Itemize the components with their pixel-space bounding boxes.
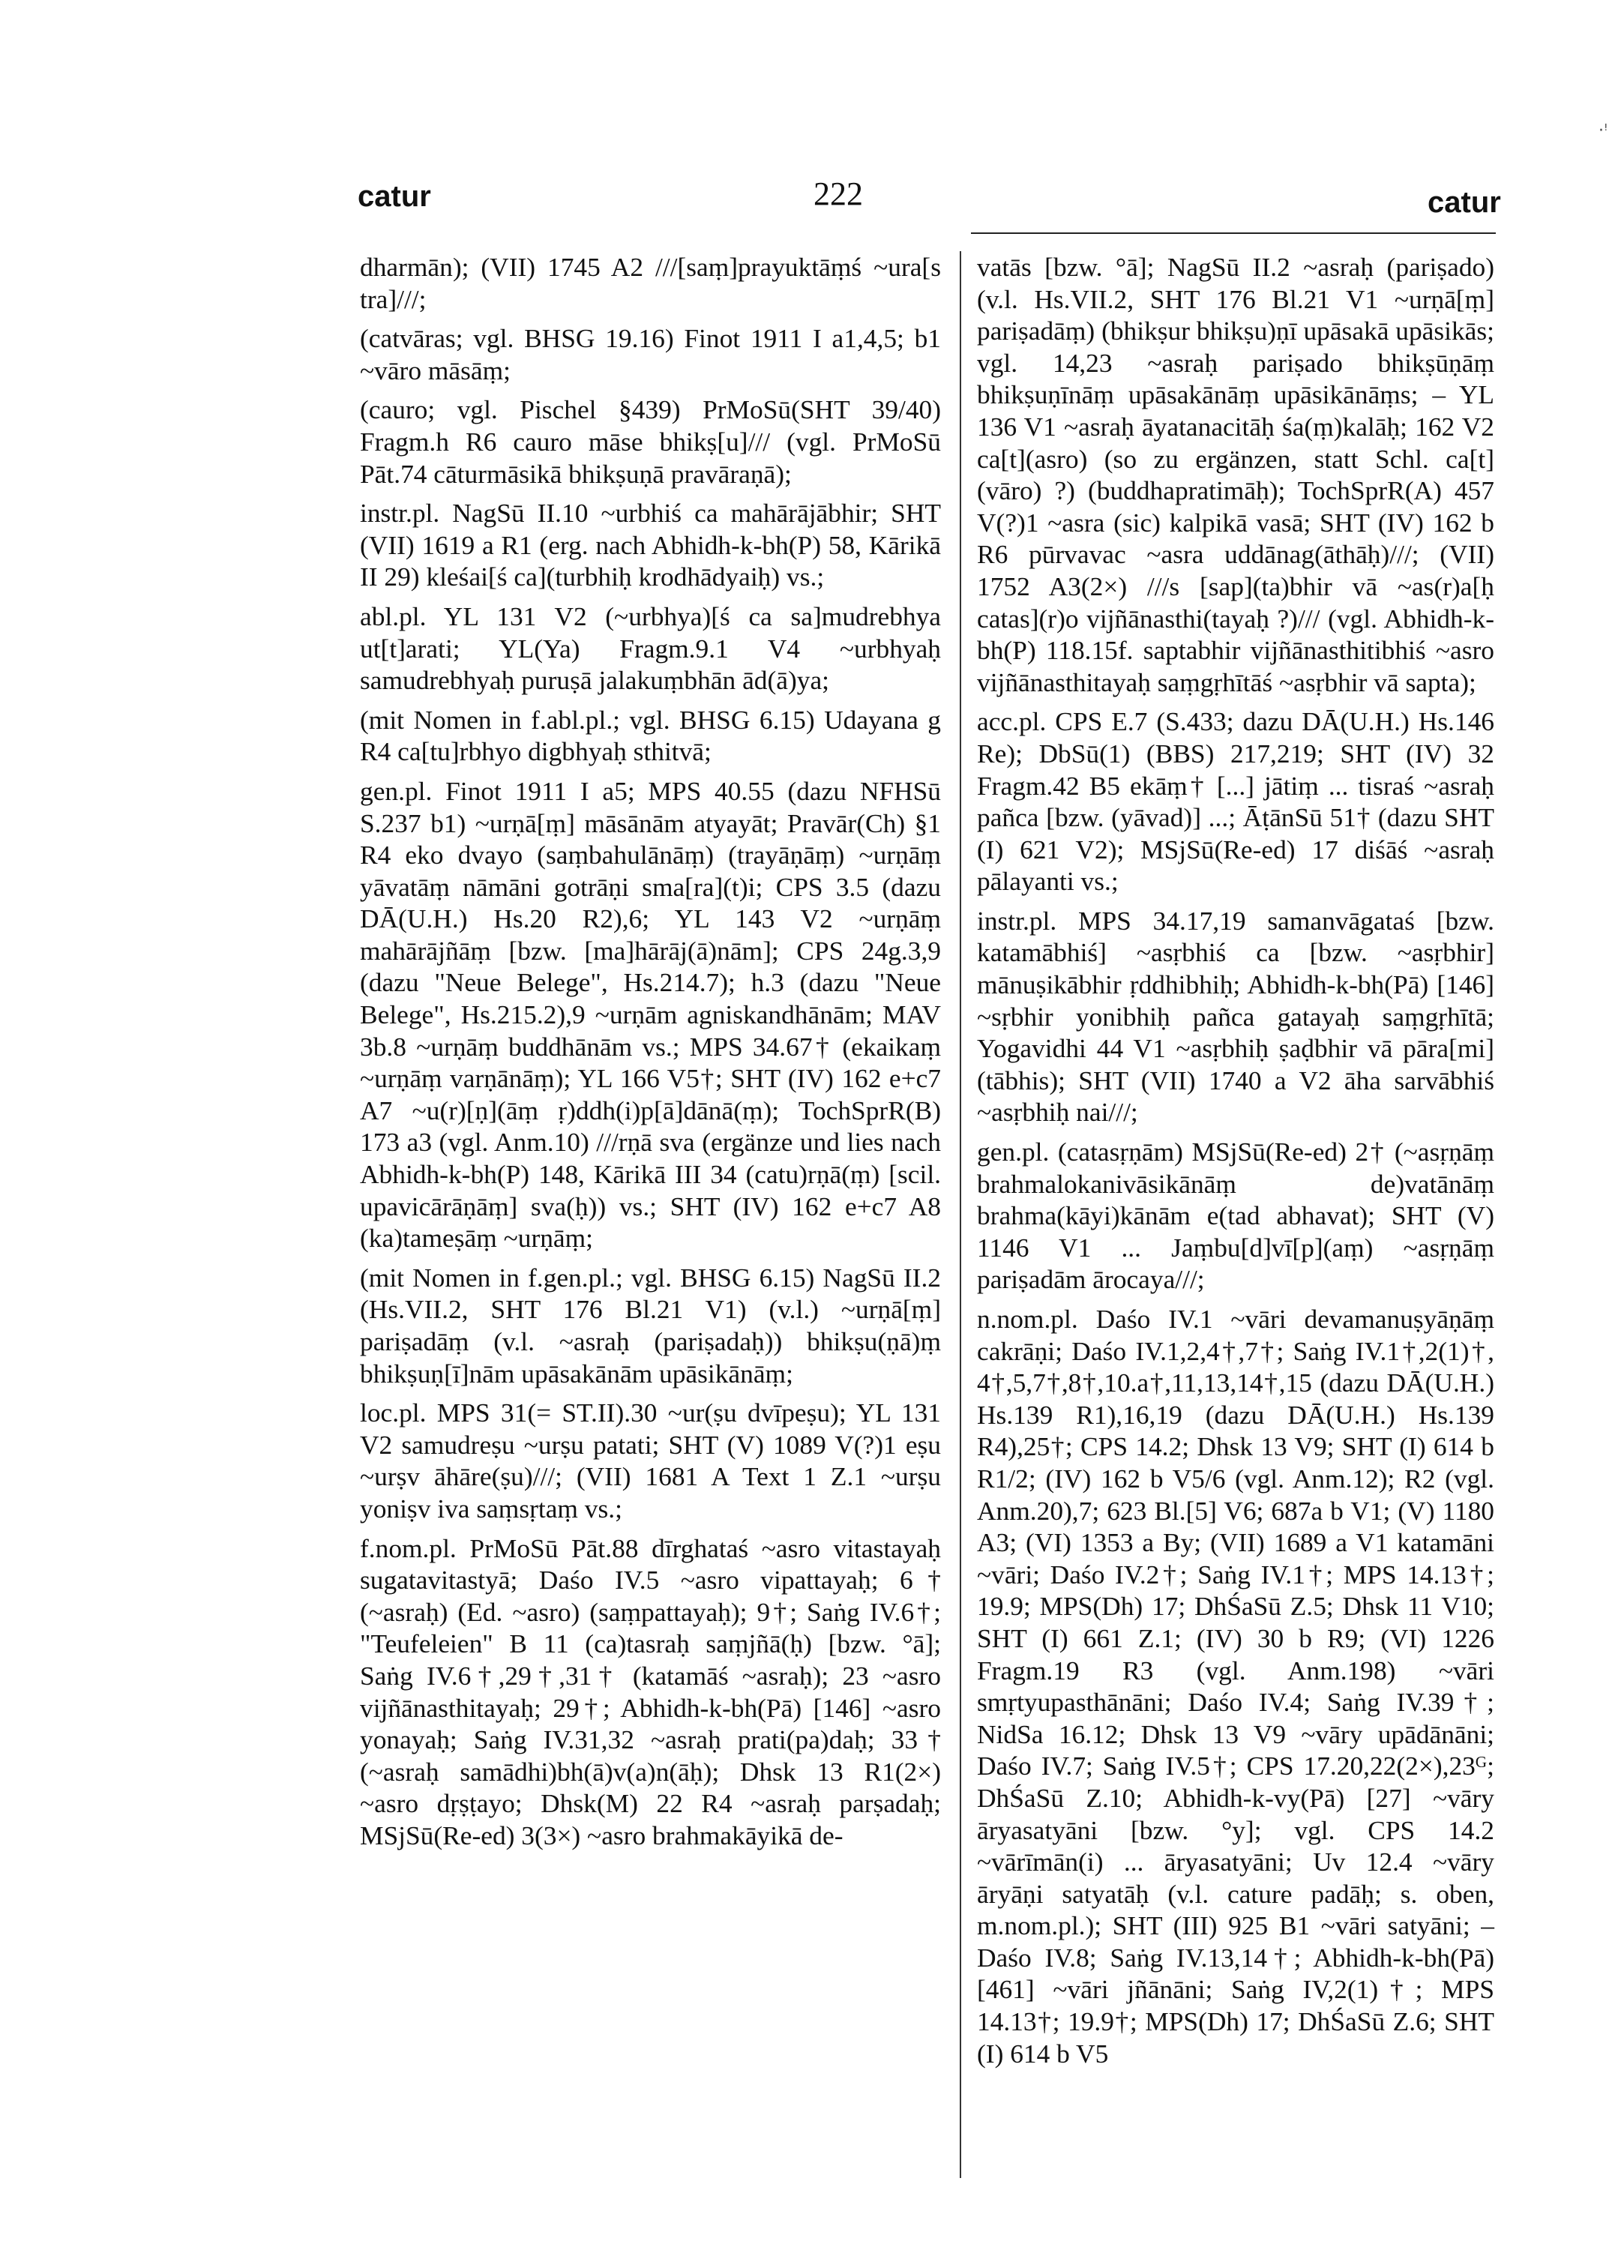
entry-paragraph: (cauro; vgl. Pischel §439) PrMoSū(SHT 39/40) Fragm.h R6 cauro māse bhikṣ[u]/// (vgl. PrMoSū Pāt.74 cāturmāsikā bhikṣuṇā pravāraṇā); <box>360 394 941 489</box>
entry-paragraph: gen.pl. (catasṛṇām) MSjSū(Re-ed) 2† (~asṛṇāṃ brahmalokanivāsikānāṃ de)vatānāṃ brahma(kāyi)kānām e(tad abhavat); SHT (V) 1146 V1 ... Jaṃbu[d]vī[p](aṃ) ~asṛṇāṃ pariṣadām ārocaya///; <box>977 1137 1494 1295</box>
header-rule <box>971 232 1496 234</box>
entry-paragraph: (mit Nomen in f.gen.pl.; vgl. BHSG 6.15) NagSū II.2 (Hs.VII.2, SHT 176 Bl.21 V1) (v.l.) ~urṇā[ṃ] pariṣadāṃ (v.l. ~asraḥ (pariṣadaḥ)) bhikṣu(ṇā)ṃ bhikṣuṇ[ī]nām upāsakānām upāsikānāṃ; <box>360 1262 941 1389</box>
entry-paragraph: (catvāras; vgl. BHSG 19.16) Finot 1911 I a1,4,5; b1 ~vāro māsāṃ; <box>360 323 941 385</box>
entry-paragraph: dharmān); (VII) 1745 A2 ///[saṃ]prayuktāṃś ~ura[s tra]///; <box>360 252 941 314</box>
running-head-left: catur <box>358 180 431 213</box>
entry-paragraph: vatās [bzw. °ā]; NagSū II.2 ~asraḥ (pariṣado) (v.l. Hs.VII.2, SHT 176 Bl.21 V1 ~urṇā[ṃ] pariṣadāṃ) (bhikṣur bhikṣu)ṇī upāsakā upāsikās; vgl. 14,23 ~asraḥ pariṣado bhikṣūṇāṃ bhikṣuṇīnāṃ upāsakānāṃ upāsikānāṃs; – YL 136 V1 ~asraḥ āyatanacitāḥ śa(ṃ)kalāḥ; 162 V2 ca[t](asro) (so zu ergänzen, statt Schl. ca[t](vāro) ?) (buddhapratimāḥ); TochSprR(A) 457 V(?)1 ~asra (sic) kalpikā vasā; SHT (IV) 162 b R6 pūrvavac ~asra uddānag(āthāḥ)///; (VII) 1752 A3(2×) ///s [sap](ta)bhir vā ~as(r)a[ḥ catas](r)o vijñānasthi(tayaḥ ?)/// (vgl. Abhidh-k-bh(P) 118.15f. saptabhir vijñānasthitibhiś ~asro vijñānasthitayaḥ saṃgṛhītāś ~asṛbhir vā sapta); <box>977 252 1494 697</box>
entry-paragraph: instr.pl. MPS 34.17,19 samanvāgataś [bzw. katamābhiś] ~asṛbhiś ca [bzw. ~asṛbhir] mānuṣikābhir ṛddhibhiḥ; Abhidh-k-bh(Pā) [146] ~sṛbhir yonibhiḥ pañca gatayaḥ saṃgṛhītā; Yogavidhi 44 V1 ~asṛbhiḥ ṣaḍbhir vā pāra[mi](tābhis); SHT (VII) 1740 a V2 āha sarvābhiś ~asṛbhiḥ nai///; <box>977 905 1494 1128</box>
left-column <box>360 251 941 1859</box>
entry-paragraph: loc.pl. MPS 31(= ST.II).30 ~ur(ṣu dvīpeṣu); YL 131 V2 samudreṣu ~urṣu patati; SHT (V) 1089 V(?)1 eṣu ~urṣv āhāre(ṣu)///; (VII) 1681 A Text 1 Z.1 ~urṣu yoniṣv iva saṃsṛtaṃ vs.; <box>360 1398 941 1523</box>
column-divider <box>960 251 961 2178</box>
entry-paragraph: n.nom.pl. Daśo IV.1 ~vāri devamanuṣyāṇāṃ cakrāṇi; Daśo IV.1,2,4†,7†; Saṅg IV.1†,2(1)†, 4†,5,7†,8†,10.a†,11,13,14†,15 (dazu DĀ(U.H.) Hs.139 R1),16,19 (dazu DĀ(U.H.) Hs.139 R4),25†; CPS 14.2; Dhsk 13 V9; SHT (I) 614 b R1/2; (IV) 162 b V5/6 (vgl. Anm.12); R2 (vgl. Anm.20),7; 623 Bl.[5] V6; 687a b V1; (V) 1180 A3; (VI) 1353 a By; (VII) 1689 a V1 katamāni ~vāri; Daśo IV.2†; Saṅg IV.1†; MPS 14.13†; 19.9; MPS(Dh) 17; DhŚaSū Z.5; Dhsk 11 V10; SHT (I) 661 Z.1; (IV) 30 b R9; (VI) 1226 Fragm.19 R3 (vgl. Anm.198) ~vāri smṛtyupasthānāni; Daśo IV.4; Saṅg IV.39†; NidSa 16.12; Dhsk 13 V9 ~vāry upādānāni; Daśo IV.7; Saṅg IV.5†; CPS 17.20,22(2×),23ᴳ; DhŚaSū Z.10; Abhidh-k-vy(Pā) [27] ~vāry āryasatyāni [bzw. °y]; vgl. CPS 14.2 ~vārīmān(i) ... āryasatyāni; Uv 12.4 ~vāry āryāṇi satyatāḥ (v.l. cature padāḥ; s. oben, m.nom.pl.); SHT (III) 925 B1 ~vāri satyāni; – Daśo IV.8; Saṅg IV.13,14†; Abhidh-k-bh(Pā) [461] ~vāri jñānāni; Saṅg IV,2(1)†; MPS 14.13†; 19.9†; MPS(Dh) 17; DhŚaSū Z.6; SHT (I) 614 b V5 <box>977 1304 1494 2069</box>
page-number: 222 <box>813 175 863 212</box>
entry-paragraph: f.nom.pl. PrMoSū Pāt.88 dīrghataś ~asro vitastayaḥ sugatavitastyā; Daśo IV.5 ~asro vipattayaḥ; 6† (~asraḥ) (Ed. ~asro) (saṃpattayaḥ); 9†; Saṅg IV.6†; "Teufeleien" B 11 (ca)tasraḥ saṃjñā(ḥ) [bzw. °ā]; Saṅg IV.6†,29†,31† (katamāś ~asraḥ); 23 ~asro vijñānasthitayaḥ; 29†; Abhidh-k-bh(Pā) [146] ~asro yonayaḥ; Saṅg IV.31,32 ~asraḥ prati(pa)daḥ; 33† (~asraḥ samādhi)bh(ā)v(a)n(āḥ); Dhsk 13 R1(2×) ~asro dṛṣṭayo; Dhsk(M) 22 R4 ~asraḥ parṣadaḥ; MSjSū(Re-ed) 3(3×) ~asro brahmakāyikā de- <box>360 1532 941 1850</box>
entry-paragraph: acc.pl. CPS E.7 (S.433; dazu DĀ(U.H.) Hs.146 Re); DbSū(1) (BBS) 217,219; SHT (IV) 32 Fragm.42 B5 ekāṃ† [...] jātiṃ ... tisraś ~asraḥ pañca [bzw. (yāvad)] ...; ĀṭānSū 51† (dazu SHT (I) 621 V2); MSjSū(Re-ed) 17 diśāś ~asraḥ pālayanti vs.; <box>977 706 1494 897</box>
entry-paragraph: instr.pl. NagSū II.10 ~urbhiś ca mahārājābhir; SHT (VII) 1619 a R1 (erg. nach Abhidh-k-bh(P) 58, Kārikā II 29) kleśai[ś ca](turbhiḥ krodhādyaiḥ) vs.; <box>360 498 941 592</box>
entry-paragraph: abl.pl. YL 131 V2 (~urbhya)[ś ca sa]mudrebhya ut[t]arati; YL(Ya) Fragm.9.1 V4 ~urbhyaḥ samudrebhyaḥ puruṣā jalakuṃbhān ād(ā)ya; <box>360 601 941 696</box>
corner-mark: ·ꜝ <box>1599 121 1608 140</box>
right-column <box>977 251 1494 2077</box>
running-head-right: catur <box>1428 186 1501 219</box>
entry-paragraph: (mit Nomen in f.abl.pl.; vgl. BHSG 6.15) Udayana g R4 ca[tu]rbhyo digbhyaḥ sthitvā; <box>360 704 941 767</box>
entry-paragraph: gen.pl. Finot 1911 I a5; MPS 40.55 (dazu NFHSū S.237 b1) ~urṇā[ṃ] māsānām atyayāt; Pravār(Ch) §1 R4 eko dvayo (saṃbahulānāṃ) (trayāṇāṃ) ~urṇāṃ yāvatāṃ nāmāni gotrāṇi sma[ra](t)i; CPS 3.5 (dazu DĀ(U.H.) Hs.20 R2),6; YL 143 V2 ~urṇāṃ mahārājñāṃ [bzw. [ma]hārāj(ā)nām]; CPS 24g.3,9 (dazu "Neue Belege", Hs.214.7); h.3 (dazu "Neue Belege", Hs.215.2),9 ~urṇām agniskandhānām; MAV 3b.8 ~urṇāṃ buddhānām vs.; MPS 34.67† (ekaikaṃ ~urṇāṃ varṇānāṃ); YL 166 V5†; SHT (IV) 162 e+c7 A7 ~u(r)[ṇ](āṃ ṛ)ddh(i)p[ā]dānā(ṃ); TochSprR(B) 173 a3 (vgl. Anm.10) ///rṇā sva (ergänze und lies nach Abhidh-k-bh(P) 148, Kārikā III 34 (catu)rṇā(ṃ) [scil. upavicārāṇāṃ] sva(ḥ)) vs.; SHT (IV) 162 e+c7 A8 (ka)tameṣāṃ ~urṇāṃ; <box>360 775 941 1254</box>
